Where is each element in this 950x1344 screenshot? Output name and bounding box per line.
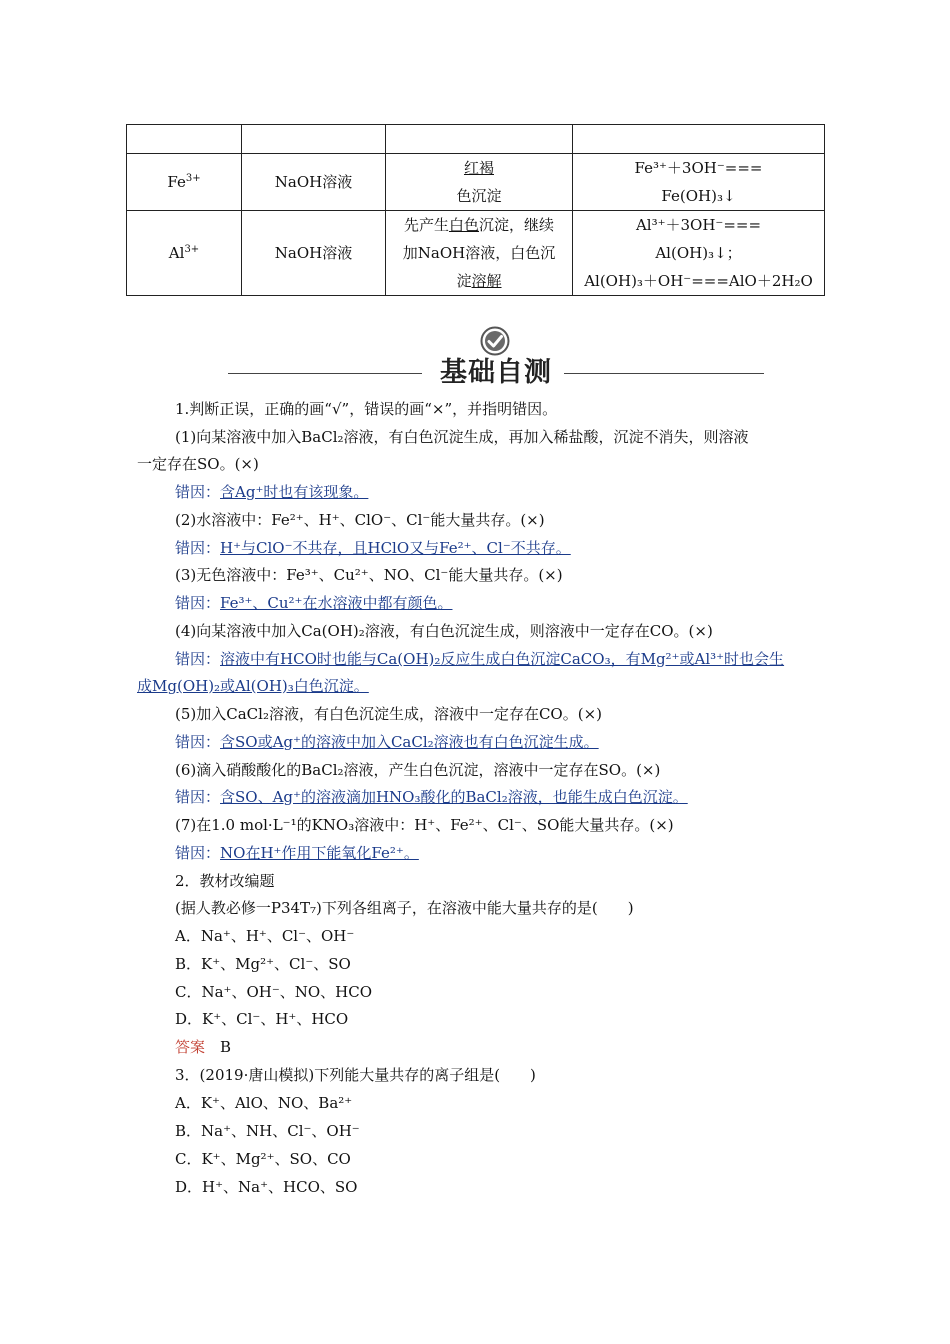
table-header-row [127,125,825,154]
divider-line [564,373,764,374]
option-b: B．K⁺、Mg²⁺、Cl⁻、SO [175,955,351,973]
table-cell [573,125,825,154]
error-reason: 错因：含SO、Ag⁺的溶液滴加HNO₃酸化的BaCl₂溶液，也能生成白色沉淀。 [175,788,688,806]
phenomenon-cell: 先产生白色沉淀，继续 加NaOH溶液，白色沉 淀溶解 [386,211,573,296]
statement-line: (7)在1.0 mol·L⁻¹的KNO₃溶液中：H⁺、Fe²⁺、Cl⁻、SO能大量共存。(×) [175,816,674,834]
table-cell [242,125,386,154]
equation-cell: Al³⁺＋3OH⁻=== Al(OH)₃↓； Al(OH)₃＋OH⁻===AlO＋2H₂O [573,211,825,296]
option-c: C．Na⁺、OH⁻、NO、HCO [175,983,373,1001]
ion-test-table [126,124,825,296]
statement-line: (1)向某溶液中加入BaCl₂溶液，有白色沉淀生成，再加入稀盐酸，沉淀不消失，则溶液 [175,428,749,446]
statement-line: (6)滴入硝酸酸化的BaCl₂溶液，产生白色沉淀，溶液中一定存在SO。(×) [175,761,661,779]
table-row [127,211,825,296]
ion-cell: $Fe^{3+}$ [127,154,242,211]
statement-line: 一定存在SO。(×) [137,455,259,473]
option-b: B．Na⁺、NH、Cl⁻、OH⁻ [175,1122,360,1140]
option-d: D．H⁺、Na⁺、HCO、SO [175,1178,358,1196]
option-d: D．K⁺、Cl⁻、H⁺、HCO [175,1010,349,1028]
divider-line [228,373,422,374]
reagent-cell: NaOH溶液 [242,211,386,296]
section-header [228,326,764,390]
error-reason-cont: 成Mg(OH)₂或Al(OH)₃白色沉淀。 [137,677,369,695]
reagent-cell: NaOH溶液 [242,154,386,211]
statement-line: (5)加入CaCl₂溶液，有白色沉淀生成，溶液中一定存在CO。(×) [175,705,603,723]
question-stem: 3．(2019·唐山模拟)下列能大量共存的离子组是( ) [175,1066,536,1084]
error-reason: 错因：含SO或Ag⁺的溶液中加入CaCl₂溶液也有白色沉淀生成。 [175,733,599,751]
statement-line: (2)水溶液中：Fe²⁺、H⁺、ClO⁻、Cl⁻能大量共存。(×) [175,511,545,529]
error-reason: 错因：H⁺与ClO⁻不共存，且HClO又与Fe²⁺、Cl⁻不共存。 [175,539,571,557]
table-cell [127,125,242,154]
error-reason: 错因：Fe³⁺、Cu²⁺在水溶液中都有颜色。 [175,594,453,612]
statement-line: (3)无色溶液中：Fe³⁺、Cu²⁺、NO、Cl⁻能大量共存。(×) [175,566,563,584]
option-a: A．K⁺、AlO、NO、Ba²⁺ [175,1094,353,1112]
answer-line: 答案 B [175,1038,232,1056]
option-a: A．Na⁺、H⁺、Cl⁻、OH⁻ [175,927,355,945]
statement-line: (4)向某溶液中加入Ca(OH)₂溶液，有白色沉淀生成，则溶液中一定存在CO。(×) [175,622,713,640]
option-c: C．K⁺、Mg²⁺、SO、CO [175,1150,351,1168]
ion-cell: $Al^{3+}$ [127,211,242,296]
error-reason: 错因：含Ag⁺时也有该现象。 [175,483,369,501]
equation-cell: Fe³⁺＋3OH⁻=== Fe(OH)₃↓ [573,154,825,211]
checkmark-badge-icon [480,326,510,356]
phenomenon-cell: 红褐 色沉淀 [386,154,573,211]
question-stem: 2．教材改编题 [175,872,275,890]
table-row [127,154,825,211]
section-title: 基础自测 [440,357,552,388]
error-reason: 错因：NO在H⁺作用下能氧化Fe²⁺。 [175,844,419,862]
error-reason: 错因：溶液中有HCO时也能与Ca(OH)₂反应生成白色沉淀CaCO₃，有Mg²⁺或Al³⁺时也会生 [175,650,785,668]
question-stem: 1.判断正误，正确的画“√”，错误的画“×”，并指明错因。 [175,400,558,418]
table-cell [386,125,573,154]
question-source: (据人教必修一P34T₇)下列各组离子，在溶液中能大量共存的是( ) [175,899,634,917]
